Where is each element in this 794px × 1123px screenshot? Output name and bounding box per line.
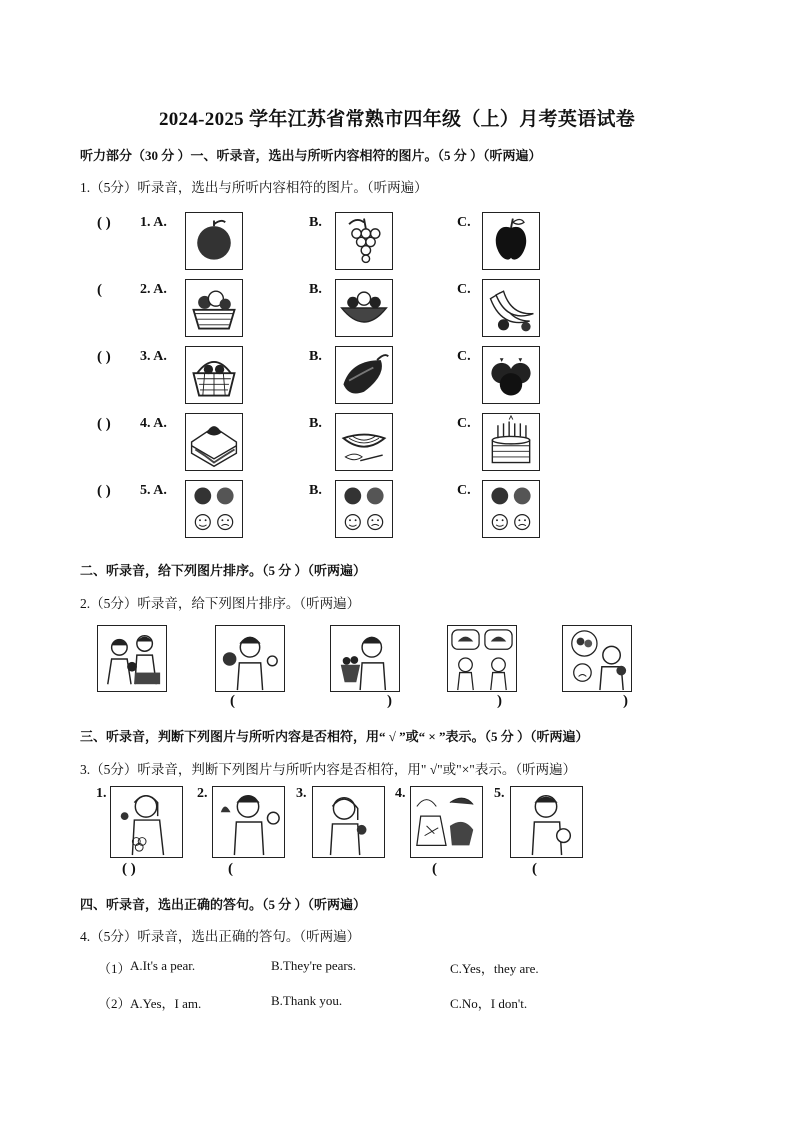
part2-header: 二、听录音，给下列图片排序。（5 分 ）（听两遍） [80, 563, 367, 578]
q3-text: 3.（5分）听录音，判断下列图片与所听内容是否相符，用" √"或"×"表示。（听两遍） [80, 762, 577, 777]
q1-row3-label-b: B. [309, 349, 322, 364]
q3-answer-paren-3[interactable]: ( [432, 861, 437, 877]
q1-text: 1.（5分）听录音，选出与所听内容相符的图片。（听两遍） [80, 180, 428, 195]
q3-picture-4-icon [410, 786, 483, 858]
two-fruits-faces-icon[interactable] [335, 480, 393, 538]
orange-icon[interactable] [185, 212, 243, 270]
q3-item-number-5: 5. [494, 786, 505, 801]
grapes-icon[interactable] [335, 212, 393, 270]
q2-text: 2.（5分）听录音，给下列图片排序。（听两遍） [80, 596, 361, 611]
fruit-bowl-icon[interactable] [335, 279, 393, 337]
apple-icon[interactable] [482, 212, 540, 270]
q4-2-option-a[interactable]: A.Yes，I am. [130, 996, 202, 1011]
q1-answer-paren-2[interactable]: ( [97, 282, 102, 298]
q3-picture-2-icon [212, 786, 285, 858]
q1-answer-paren-5[interactable]: ( ) [97, 483, 111, 499]
q3-answer-paren-2[interactable]: ( [228, 861, 233, 877]
q1-row1-label-c: C. [457, 215, 471, 230]
scene-boy-with-basket-icon [330, 625, 400, 692]
q1-answer-paren-3[interactable]: ( ) [97, 349, 111, 365]
sandwich-icon[interactable] [185, 413, 243, 471]
q4-1-option-a[interactable]: A.It's a pear. [130, 958, 196, 973]
scene-boy-holding-fruit-icon [215, 625, 285, 692]
noodles-icon[interactable] [335, 413, 393, 471]
q1-row4-label-c: C. [457, 416, 471, 431]
q4-2-option-b[interactable]: B.Thank you. [271, 993, 343, 1008]
q1-row1-label-a: 1. A. [140, 215, 167, 230]
part3-header: 三、听录音，判断下列图片与所听内容是否相符，用“ √ ”或“ × ”表示。（5 分 ）（听两遍） [80, 729, 589, 744]
two-fruits-faces-icon[interactable] [482, 480, 540, 538]
page-title: 2024-2025 学年江苏省常熟市四年级（上）月考英语试卷 [158, 109, 636, 130]
part4-header: 四、听录音，选出正确的答句。（5 分 ）（听两遍） [80, 897, 367, 912]
q1-row4-label-a: 4. A. [140, 416, 167, 431]
q1-row2-label-b: B. [309, 282, 322, 297]
part1-header: 听力部分（30 分 ）一、听录音，选出与所听内容相符的图片。（5 分 ）（听两遍） [80, 148, 542, 163]
basket-icon[interactable] [185, 346, 243, 404]
q1-row1-label-b: B. [309, 215, 322, 230]
q4-2-num: （2） [98, 996, 131, 1011]
fruit-basket-icon[interactable] [185, 279, 243, 337]
q1-row4-label-b: B. [309, 416, 322, 431]
q3-item-number-2: 2. [197, 786, 208, 801]
scene-boy-thinking-fruit-icon [562, 625, 632, 692]
q3-picture-5-icon [510, 786, 583, 858]
birthday-cake-icon[interactable] [482, 413, 540, 471]
q1-row5-label-b: B. [309, 483, 322, 498]
scene-two-kids-fruit-icon [97, 625, 167, 692]
q3-item-number-4: 4. [395, 786, 406, 801]
q4-text: 4.（5分）听录音，选出正确的答句。（听两遍） [80, 929, 361, 944]
mango-icon[interactable] [335, 346, 393, 404]
bananas-icon[interactable] [482, 279, 540, 337]
q2-paren-close-4[interactable]: ) [497, 693, 502, 709]
q1-row3-label-c: C. [457, 349, 471, 364]
q4-1-option-c[interactable]: C.Yes，they are. [450, 961, 539, 976]
q1-row2-label-c: C. [457, 282, 471, 297]
q4-2-option-c[interactable]: C.No，I don't. [450, 996, 528, 1011]
scene-two-kids-thought-bubbles-icon [447, 625, 517, 692]
q4-1-num: （1） [98, 961, 131, 976]
q3-item-number-3: 3. [296, 786, 307, 801]
q3-item-number-1: 1. [96, 786, 107, 801]
q1-answer-paren-1[interactable]: ( ) [97, 215, 111, 231]
q3-answer-paren-4[interactable]: ( [532, 861, 537, 877]
q3-answer-paren-1[interactable]: ( ) [122, 861, 136, 877]
q1-row5-label-a: 5. A. [140, 483, 167, 498]
q4-1-option-b[interactable]: B.They're pears. [271, 958, 357, 973]
q2-paren-open-2[interactable]: ( [230, 693, 235, 709]
q1-row3-label-a: 3. A. [140, 349, 167, 364]
q1-answer-paren-4[interactable]: ( ) [97, 416, 111, 432]
q1-row5-label-c: C. [457, 483, 471, 498]
q2-paren-close-5[interactable]: ) [623, 693, 628, 709]
pomegranates-icon[interactable] [482, 346, 540, 404]
q1-row2-label-a: 2. A. [140, 282, 167, 297]
q2-paren-close-3[interactable]: ) [387, 693, 392, 709]
two-fruits-faces-icon[interactable] [185, 480, 243, 538]
q3-picture-1-icon [110, 786, 183, 858]
q3-picture-3-icon [312, 786, 385, 858]
